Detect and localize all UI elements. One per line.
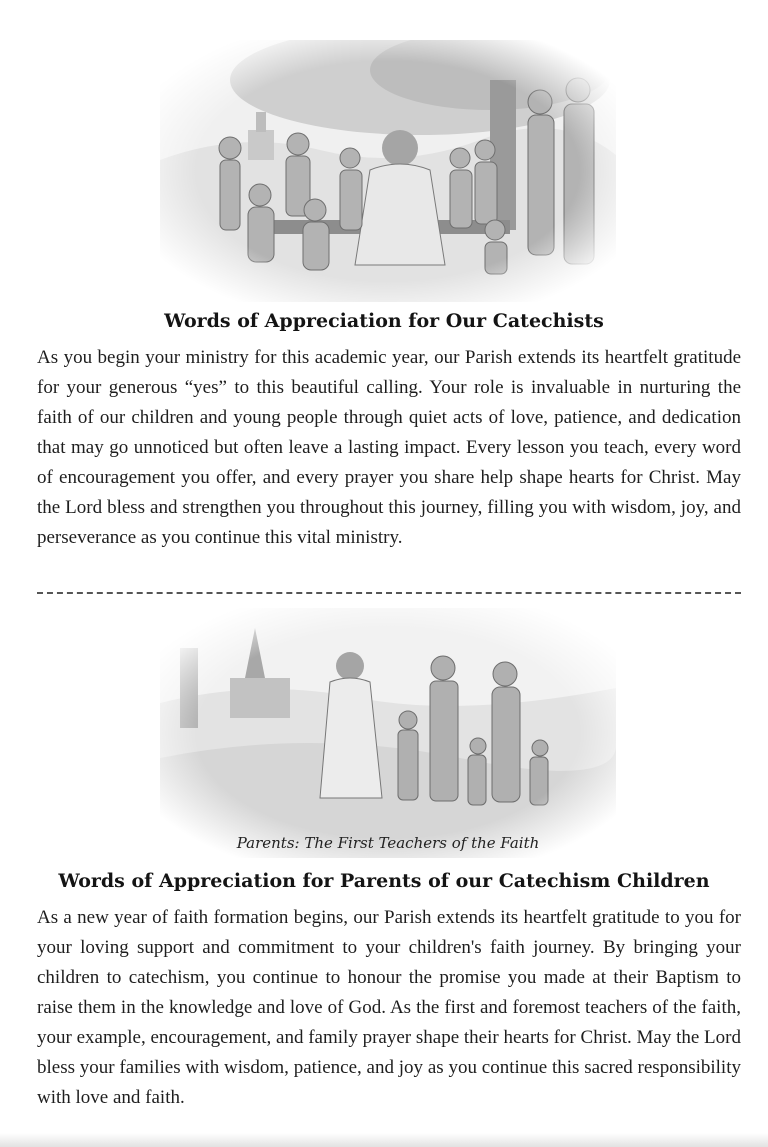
catechists-appreciation-text: As you begin your ministry for this academic year, our Parish extends its heartfelt gratitude for your generous “yes” to this beautiful calling. Your role is invaluable in nurturing the faith of our children and young people through quiet acts of love, patience, and dedication that may go unnoticed but often leave a lasting impact. Every lesson you teach, every word of encouragement you offer, and every prayer you share help shape hearts for Christ. May the Lord bless and strengthen you throughout this journey, filling you with wisdom, joy, and perseverance as you continue this vital ministry. — [37, 347, 741, 548]
page-bottom-edge — [0, 1133, 768, 1147]
illustration-caption: Parents: The First Teachers of the Faith — [236, 834, 540, 852]
parents-appreciation-text: As a new year of faith formation begins, our Parish extends its heartfelt gratitude to you for your loving support and commitment to your children's faith journey. By bringing your children to catechism, you continue to honour the promise you made at their Baptism to raise them in the knowledge and love of God. As the first and foremost teachers of the faith, your example, encouragement, and family prayer shape their hearts for Christ. May the Lord bless your families with wisdom, patience, and joy as you continue this sacred responsibility with love and faith. — [37, 907, 741, 1108]
jesus-with-children-illustration — [160, 40, 616, 302]
parents-illustration — [160, 608, 616, 858]
section-divider — [37, 592, 741, 594]
parents-section-title: Words of Appreciation for Parents of our Catechism Children — [58, 870, 710, 892]
jesus-walking-with-family-illustration — [160, 608, 616, 858]
catechists-section-title: Words of Appreciation for Our Catechists — [164, 310, 604, 332]
catechists-illustration — [160, 40, 616, 302]
